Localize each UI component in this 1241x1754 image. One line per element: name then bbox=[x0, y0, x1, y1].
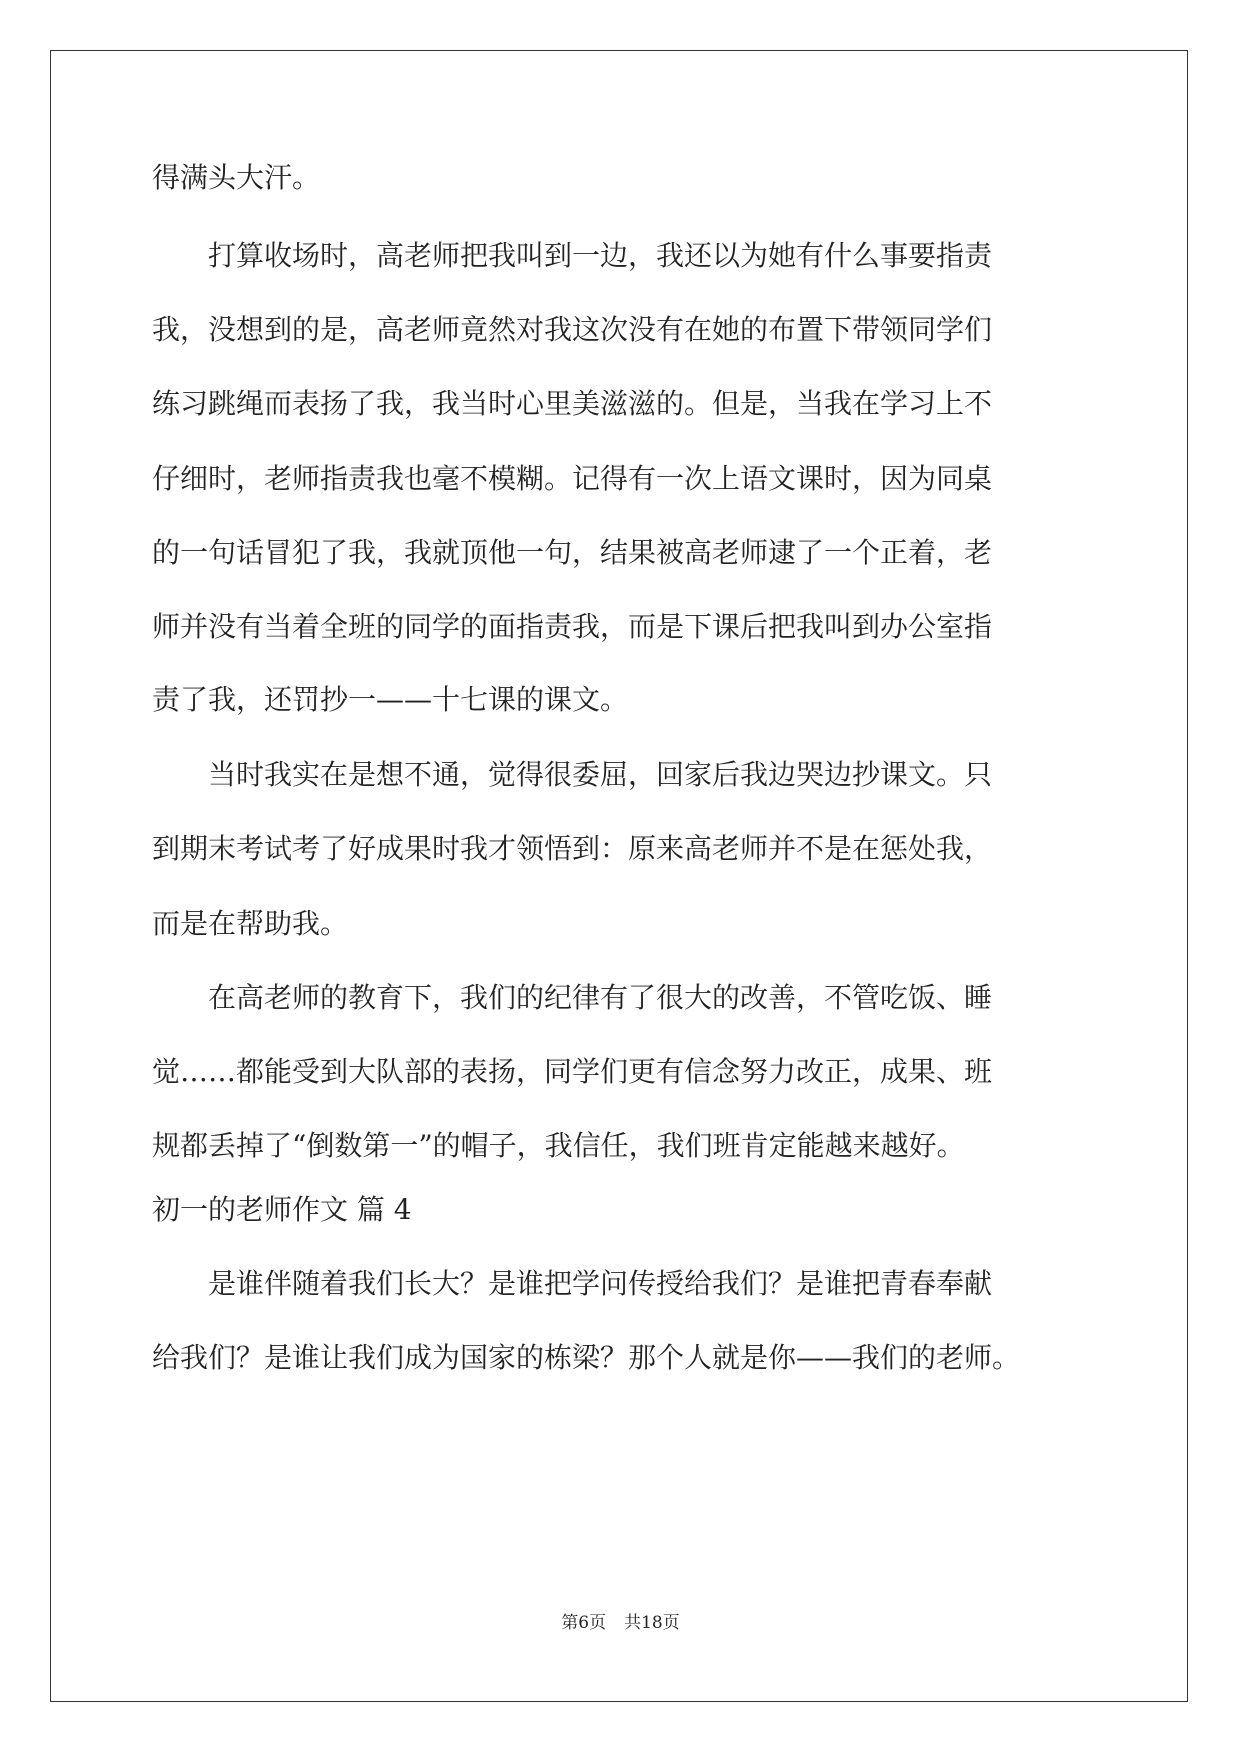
text-line: 得满头大汗。 bbox=[152, 161, 321, 194]
text-line: 是谁伴随着我们长大？是谁把学问传授给我们？是谁把青春奉献 bbox=[208, 1267, 993, 1300]
page-total: 共18页 bbox=[624, 1613, 680, 1633]
text-line: 师并没有当着全班的同学的面指责我，而是下课后把我叫到办公室指 bbox=[152, 610, 993, 643]
page-border bbox=[50, 50, 1188, 1702]
text-line: 规都丢掉了“倒数第一”的帽子，我信任，我们班肯定能越来越好。 bbox=[152, 1129, 965, 1162]
text-line: 在高老师的教育下，我们的纪律有了很大的改善，不管吃饭、睡 bbox=[208, 981, 993, 1014]
text-line: 我，没想到的是，高老师竟然对我这次没有在她的布置下带领同学们 bbox=[152, 313, 993, 346]
text-line: 当时我实在是想不通，觉得很委屈，回家后我边哭边抄课文。只 bbox=[208, 758, 993, 791]
text-line: 练习跳绳而表扬了我，我当时心里美滋滋的。但是，当我在学习上不 bbox=[152, 387, 993, 420]
text-line: 的一句话冒犯了我，我就顶他一句，结果被高老师逮了一个正着，老 bbox=[152, 536, 993, 569]
page-number: 第6页 bbox=[561, 1613, 607, 1633]
text-line: 给我们？是谁让我们成为国家的栋梁？那个人就是你——我们的老师。 bbox=[152, 1341, 1021, 1374]
text-line: 而是在帮助我。 bbox=[152, 907, 349, 940]
page-footer bbox=[0, 1608, 1241, 1633]
text-line: 到期末考试考了好成果时我才领悟到：原来高老师并不是在惩处我， bbox=[152, 832, 993, 865]
text-line: 责了我，还罚抄一——十七课的课文。 bbox=[152, 683, 629, 716]
text-line: 觉……都能受到大队部的表扬，同学们更有信念努力改正，成果、班 bbox=[152, 1055, 993, 1088]
text-line: 仔细时，老师指责我也毫不模糊。记得有一次上语文课时，因为同桌 bbox=[152, 462, 993, 495]
section-heading: 初一的老师作文 篇 4 bbox=[152, 1193, 412, 1226]
text-line: 打算收场时，高老师把我叫到一边，我还以为她有什么事要指责 bbox=[208, 239, 993, 272]
